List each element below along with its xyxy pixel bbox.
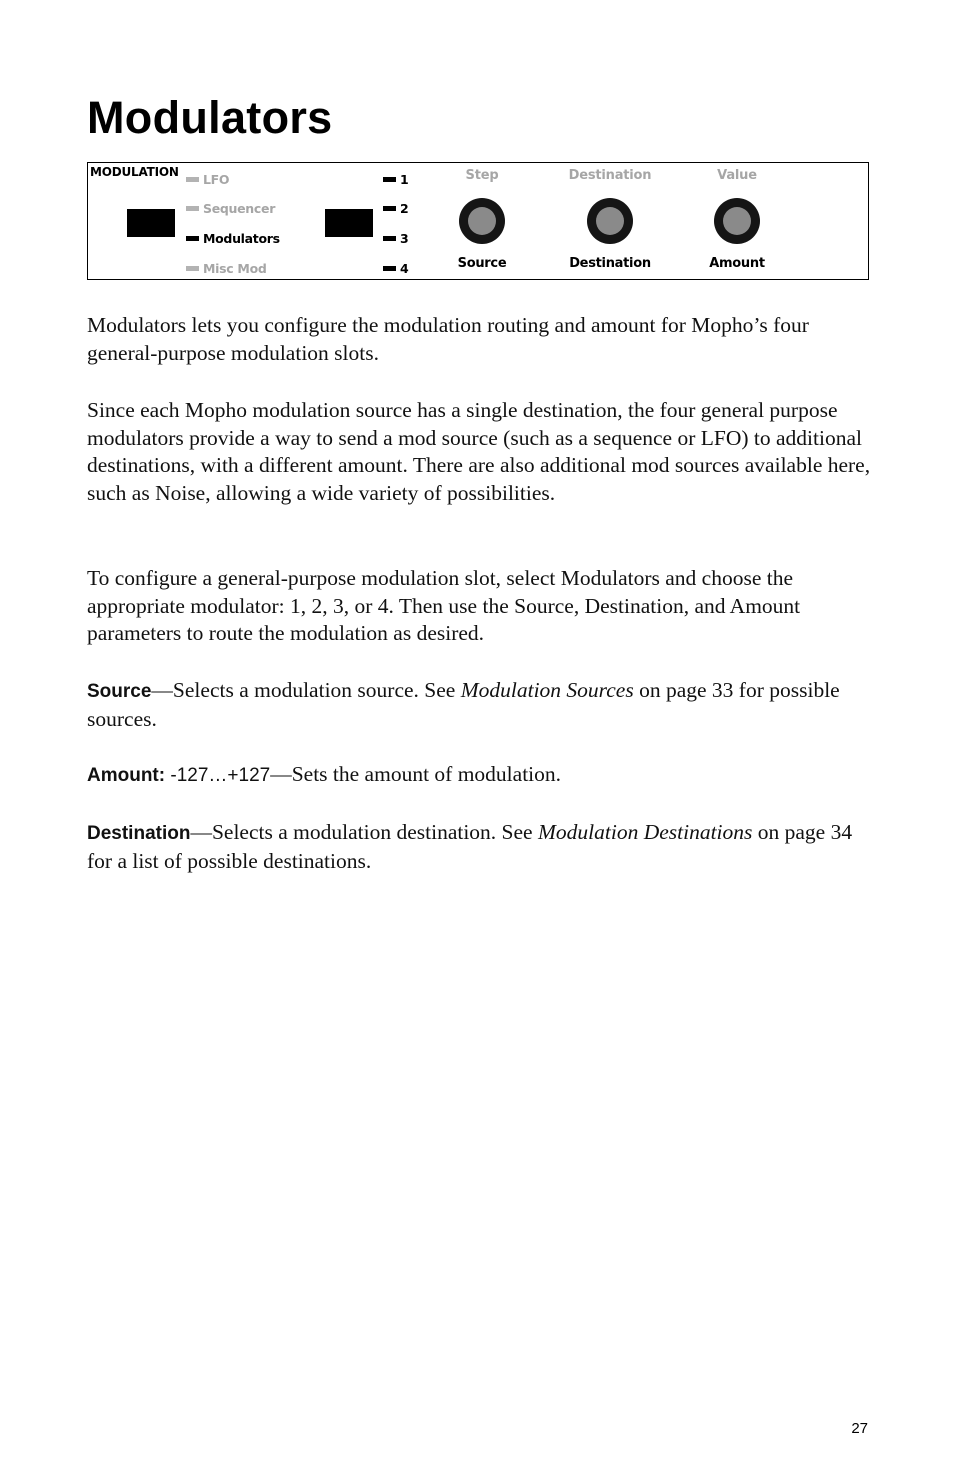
page-title: Modulators (87, 92, 333, 143)
menu-item-lfo[interactable] (186, 171, 229, 187)
knob-top-label-step: Step (465, 168, 499, 183)
menu-item-misc-mod[interactable] (186, 260, 267, 276)
source-text-b: on page 33 for possible sources. (87, 678, 840, 731)
slot-label: 4 (400, 260, 409, 276)
destination-text-b: on page 34 for a list of possible destinations. (87, 820, 853, 873)
menu-item-modulators[interactable] (186, 230, 280, 246)
amount-knob[interactable] (714, 198, 760, 244)
amount-range: -127…+127 (165, 765, 271, 786)
knob-top-label-value: Value (717, 168, 757, 183)
knob-label-source: Source (457, 256, 507, 271)
slot-label: 2 (400, 200, 409, 216)
menu-item-label: Sequencer (203, 200, 276, 216)
led-indicator (186, 266, 199, 271)
slot-2[interactable] (383, 200, 409, 216)
panel-title: MODULATION (90, 165, 179, 179)
slot-4[interactable] (383, 260, 409, 276)
led-indicator (383, 177, 396, 182)
page-number: 27 (851, 1420, 868, 1437)
explanation-paragraph: Since each Mopho modulation source has a single destination, the four general purpose modulators provide a way to send a mod source (such as a sequence or LFO) to additional destinations, with a different amount. There are also additional mod sources available here, such as Noise, allowing a wide variety of possibilities. (87, 398, 871, 505)
destination-reference: Modulation Destinations (537, 820, 753, 844)
led-indicator (186, 236, 199, 241)
menu-item-label: Modulators (203, 230, 280, 246)
knob-label-destination: Destination (569, 256, 651, 271)
modulation-panel (87, 162, 869, 280)
amount-description (87, 761, 877, 790)
destination-term: Destination (87, 823, 191, 844)
slot-1[interactable] (383, 171, 409, 187)
destination-text-a: —Selects a modulation destination. See (190, 820, 538, 844)
menu-display (127, 209, 175, 237)
menu-item-label: LFO (203, 171, 230, 187)
instructions-paragraph: To configure a general-purpose modulation slot, select Modulators and choose the appropriate modulator: 1, 2, 3, or 4. Then use the Source, Destination, and Amount parameters to route the modulation as desired. (87, 566, 801, 645)
menu-item-sequencer[interactable] (186, 200, 275, 216)
knob-label-amount: Amount (709, 256, 765, 271)
destination-knob[interactable] (587, 198, 633, 244)
knob-top-label-destination: Destination (568, 168, 652, 183)
led-indicator (383, 236, 396, 241)
destination-description (87, 819, 877, 875)
menu-item-label: Misc Mod (203, 260, 267, 276)
intro-paragraph: Modulators lets you configure the modulation routing and amount for Mopho’s four general-purpose modulation slots. (87, 313, 809, 365)
amount-text: —Sets the amount of modulation. (270, 762, 562, 786)
source-term: Source (87, 681, 152, 702)
led-indicator (186, 177, 199, 182)
source-description (87, 677, 877, 733)
led-indicator (383, 266, 396, 271)
source-reference: Modulation Sources (460, 678, 634, 702)
slot-3[interactable] (383, 230, 409, 246)
led-indicator (186, 206, 199, 211)
slot-display (325, 209, 373, 237)
slot-label: 1 (400, 171, 409, 187)
source-knob[interactable] (459, 198, 505, 244)
slot-label: 3 (400, 230, 409, 246)
led-indicator (383, 206, 396, 211)
amount-term: Amount: (87, 765, 166, 786)
source-text-a: —Selects a modulation source. See (151, 678, 461, 702)
